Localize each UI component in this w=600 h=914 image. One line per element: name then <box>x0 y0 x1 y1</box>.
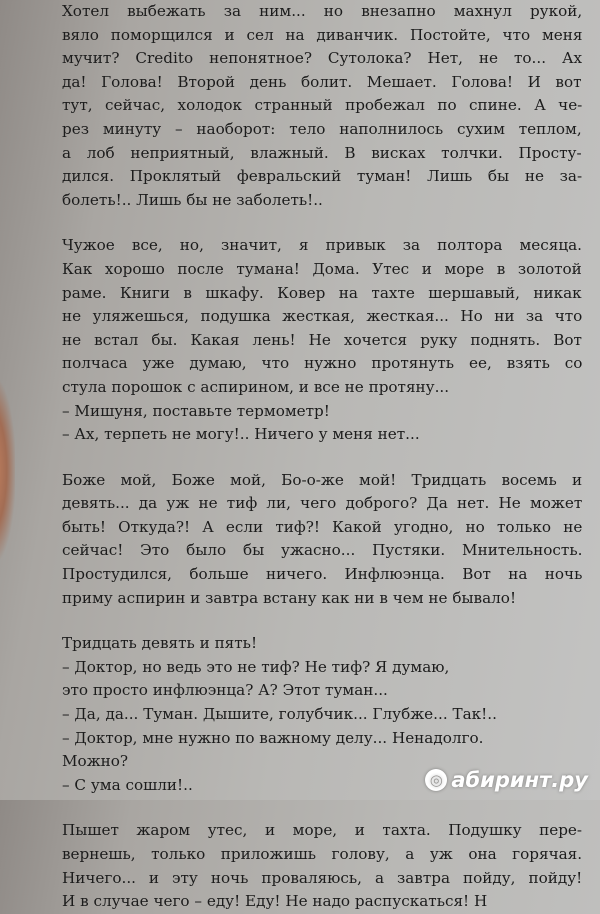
text-line: раме. Книги в шкафу. Ковер на тахте шершавый, никак <box>62 283 582 302</box>
text-line: стула порошок с аспирином, и все не протяну... <box>62 377 450 396</box>
dialogue-line: – Доктор, но ведь это не тиф? Не тиф? Я думаю, <box>62 657 450 676</box>
paragraph-5 <box>62 819 582 913</box>
paragraph-gap <box>62 797 582 819</box>
labyrinth-logo-icon: ◎ <box>425 769 447 791</box>
paragraph-1 <box>62 0 582 212</box>
text-line: рез минуту – наоборот: тело наполнилось сухим теплом, <box>62 119 582 138</box>
text-line: Тридцать девять и пять! <box>62 634 258 653</box>
text-line: болеть!.. Лишь бы не заболеть!.. <box>62 190 323 209</box>
text-line: И в случае чего – еду! Еду! Не надо распускаться! Н <box>62 892 488 911</box>
text-line: вернешь, только приложишь голову, а уж она горячая. <box>62 845 583 863</box>
text-line: Простудился, больше ничего. Инфлюэнца. Вот на ночь <box>62 565 583 584</box>
dialogue-line: – Ах, терпеть не могу!.. Ничего у меня нет... <box>62 425 420 444</box>
text-line: Как хорошо после тумана! Дома. Утес и море в золотой <box>62 259 582 278</box>
text-line: быть! Откуда?! А если тиф?! Какой угодно, но только не <box>62 517 583 536</box>
dialogue-line: – С ума сошли!.. <box>62 775 193 794</box>
dialogue-block <box>62 400 582 447</box>
text-line: сейчас! Это было бы ужасно... Пустяки. Мнительность. <box>62 541 583 560</box>
dialogue-line: – Мишуня, поставьте термометр! <box>62 401 330 420</box>
book-page <box>62 0 583 911</box>
paragraph-gap <box>62 212 582 234</box>
dialogue-line: – Да, да... Туман. Дышите, голубчик... Глубже... Так!.. <box>62 705 497 724</box>
text-line: да! Голова! Второй день болит. Мешает. Голова! И вот <box>62 72 582 91</box>
text-line: Боже мой, Боже мой, Бо-о-же мой! Тридцать восемь и <box>62 470 583 489</box>
paragraph-2 <box>62 234 582 446</box>
finger-shadow <box>0 380 15 560</box>
text-line: мучит? Credito непонятное? Сутолока? Нет, не то... Ах <box>62 49 583 68</box>
text-line: Хотел выбежать за ним... но внезапно махнул рукой, <box>62 2 583 20</box>
text-line: вяло поморщился и сел на диванчик. Постойте, что меня <box>62 25 583 44</box>
text-line: Ничего... и эту ночь проваляюсь, а завтра пойду, пойду! <box>62 868 583 887</box>
dialogue-line: – Доктор, мне нужно по важному делу... Ненадолго. <box>62 728 484 747</box>
text-line: Пышет жаром утес, и море, и тахта. Подушку пере- <box>62 821 583 840</box>
paragraph-gap <box>62 610 582 632</box>
watermark-text: абиринт.ру <box>451 768 588 792</box>
text-line: не встал бы. Какая лень! Не хочется руку поднять. Вот <box>62 330 582 349</box>
text-line: не уляжешься, подушка жесткая, жесткая... Но ни за что <box>62 307 583 326</box>
paragraph-3 <box>62 469 582 611</box>
dialogue-line: это просто инфлюэнца? А? Этот туман... <box>62 681 388 700</box>
watermark <box>425 768 588 792</box>
text-line: а лоб неприятный, влажный. В висках толчки. Просту- <box>62 143 582 162</box>
dialogue-line: Можно? <box>62 752 129 771</box>
text-line: дился. Проклятый февральский туман! Лишь бы не за- <box>62 167 583 186</box>
text-line: тут, сейчас, холодок странный пробежал по спине. А че- <box>62 96 583 115</box>
text-line: девять... да уж не тиф ли, чего доброго? Да нет. Не может <box>62 494 583 513</box>
text-line: полчаса уже думаю, что нужно протянуть ее, взять со <box>62 354 583 373</box>
paragraph-gap <box>62 447 582 469</box>
text-line: приму аспирин и завтра встану как ни в чем не бывало! <box>62 588 517 607</box>
text-line: Чужое все, но, значит, я привык за полтора месяца. <box>62 236 583 255</box>
